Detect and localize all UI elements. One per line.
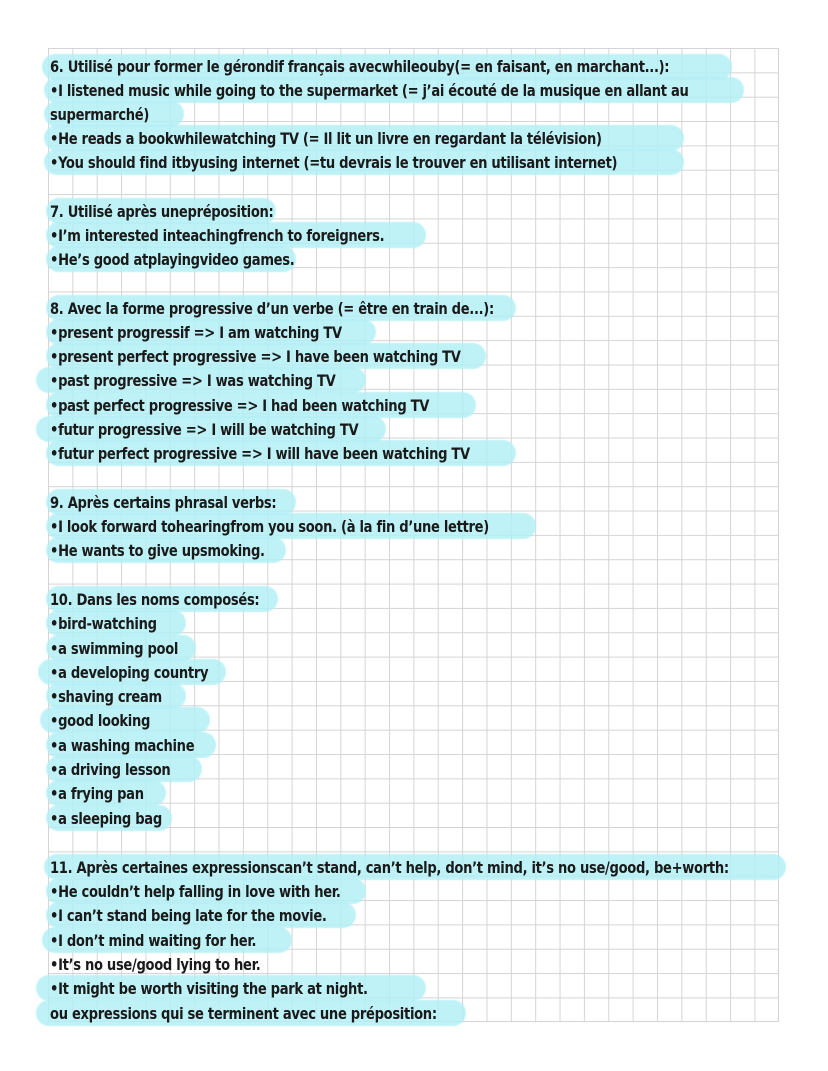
section-6-heading: 6. Utilisé pour former le gérondif français avecwhileouby(= en faisant, en marchant...):: [50, 57, 670, 76]
list-item: •a swimming pool: [50, 639, 179, 658]
list-item: •a driving lesson: [50, 760, 171, 779]
list-item: •a frying pan: [50, 784, 144, 803]
list-item: •past progressive => I was watching TV: [50, 371, 336, 390]
list-item: •I don’t mind waiting for her.: [50, 931, 257, 950]
list-item: •He couldn’t help falling in love with her.: [50, 882, 341, 901]
list-item: •futur progressive => I will be watching TV: [50, 420, 359, 439]
list-item: •I can’t stand being late for the movie.: [50, 906, 327, 925]
section-10-heading: 10. Dans les noms composés:: [50, 590, 260, 609]
list-item: •He reads a bookwhilewatching TV (= Il lit un livre en regardant la télévision): [50, 129, 602, 148]
list-item: •It’s no use/good lying to her.: [50, 955, 261, 974]
section-11-heading: 11. Après certaines expressionscan’t stand, can’t help, don’t mind, it’s no use/good, be+worth:: [50, 858, 729, 877]
list-item: •present perfect progressive => I have been watching TV: [50, 347, 461, 366]
list-item: •I listened music while going to the supermarket (= j’ai écouté de la musique en allant au: [50, 81, 689, 100]
list-item: supermarché): [50, 105, 150, 124]
list-item: •He’s good atplayingvideo games.: [50, 250, 295, 269]
list-item: •good looking: [50, 711, 151, 730]
list-item: •He wants to give upsmoking.: [50, 541, 265, 560]
section-7-heading: 7. Utilisé après unepréposition:: [50, 202, 274, 221]
section-8-heading: 8. Avec la forme progressive d’un verbe (= être en train de...):: [50, 299, 494, 318]
list-item: •a sleeping bag: [50, 809, 162, 828]
list-item: •You should find itbyusing internet (=tu devrais le trouver en utilisant internet): [50, 153, 618, 172]
list-item: •a washing machine: [50, 736, 195, 755]
list-item: •a developing country: [50, 663, 209, 682]
list-item: •shaving cream: [50, 687, 162, 706]
list-item: ou expressions qui se terminent avec une préposition:: [50, 1004, 437, 1023]
list-item: •past perfect progressive => I had been watching TV: [50, 396, 430, 415]
section-9-heading: 9. Après certains phrasal verbs:: [50, 493, 277, 512]
list-item: •present progressif => I am watching TV: [50, 323, 342, 342]
list-item: •It might be worth visiting the park at night.: [50, 979, 368, 998]
list-item: •I’m interested inteachingfrench to foreigners.: [50, 226, 385, 245]
list-item: •futur perfect progressive => I will have been watching TV: [50, 444, 470, 463]
list-item: •bird-watching: [50, 614, 157, 633]
list-item: •I look forward tohearingfrom you soon. (à la fin d’une lettre): [50, 517, 489, 536]
